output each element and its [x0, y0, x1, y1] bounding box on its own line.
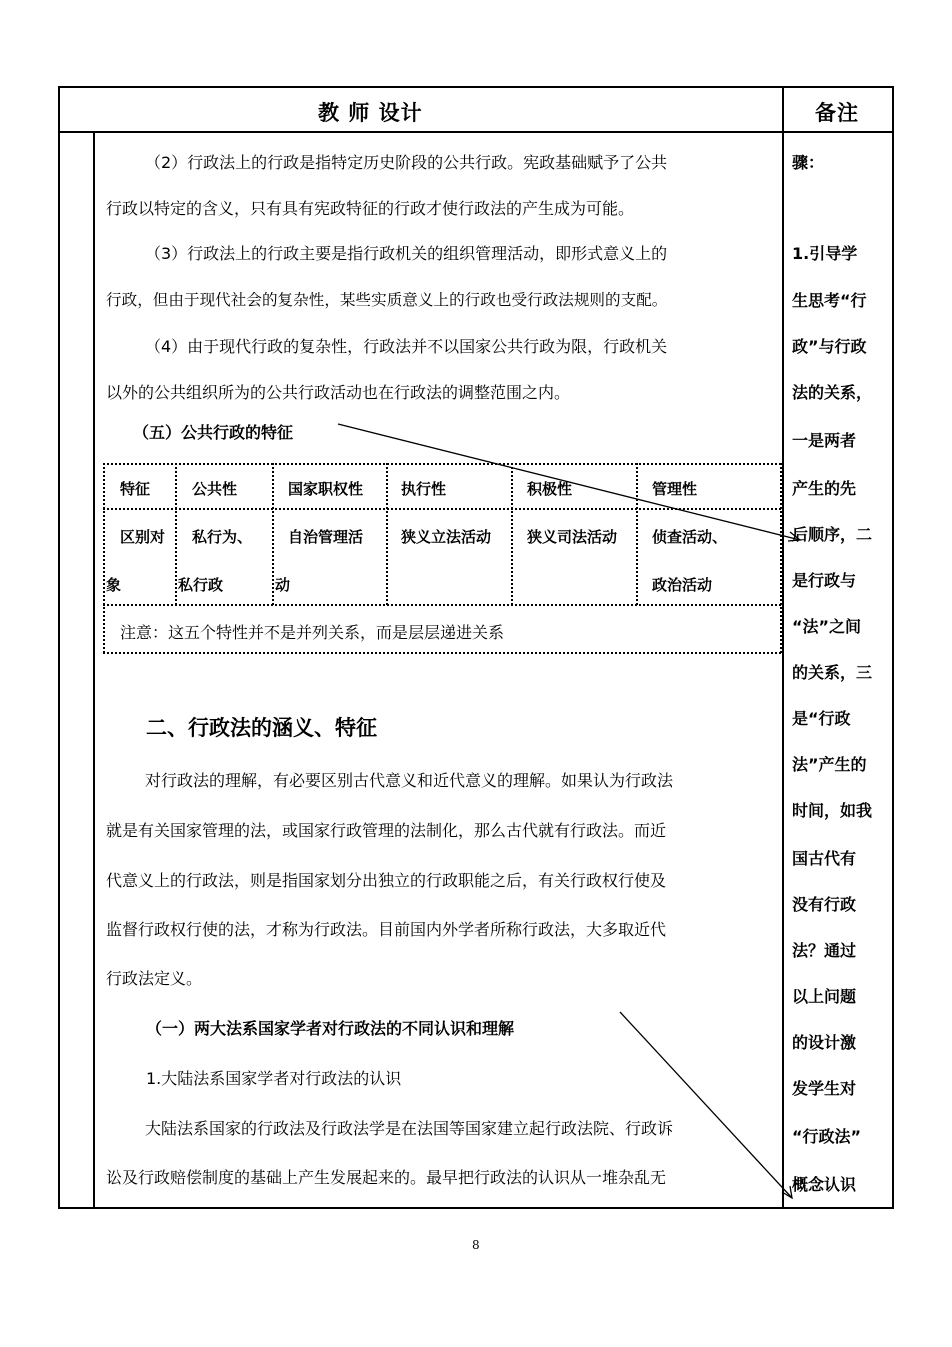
paragraph-3-line-1: （3）行政法上的行政主要是指行政机关的组织管理活动，即形式意义上的 [145, 244, 668, 263]
remark-line-12: 是“行政 [792, 709, 851, 728]
remark-line-16: 没有行政 [792, 895, 857, 914]
section-heading-admin-law: 二、行政法的涵义、特征 [146, 716, 377, 740]
remarks-header: 备注 [815, 101, 859, 125]
subheading-public-admin-features: （五）公共行政的特征 [133, 423, 294, 442]
paragraph-5-line-1: 对行政法的理解，有必要区别古代意义和近代意义的理解。如果认为行政法 [145, 771, 674, 790]
paragraph-5-line-2: 就是有关国家管理的法，或国家行政管理的法制化，那么古代就有行政法。而近 [106, 821, 667, 840]
table-cell-private-line2: 私行政 [178, 576, 224, 594]
table-cell-executive: 执行性 [401, 480, 447, 498]
remark-line-20: 发学生对 [792, 1079, 857, 1098]
remark-line-22: 概念认识 [792, 1175, 857, 1194]
paragraph-5-line-4: 监督行政权行使的法，才称为行政法。目前国内外学者所称行政法，大多取近代 [106, 920, 667, 939]
annotation-arrow-2 [620, 1012, 792, 1198]
table-cell-investigation-line2: 政治活动 [652, 576, 713, 594]
table-cell-legislation: 狭义立法活动 [401, 528, 492, 546]
paragraph-3-line-2: 行政，但由于现代社会的复杂性，某些实质意义上的行政也受行政法规则的支配。 [106, 291, 668, 309]
subheading-two-legal-systems: （一）两大法系国家学者对行政法的不同认识和理解 [146, 1019, 515, 1038]
table-cell-autonomy-line1: 自治管理活 [288, 528, 364, 546]
table-cell-publicness: 公共性 [192, 480, 238, 498]
table-cell-feature: 特征 [120, 480, 151, 498]
table-cell-managerial: 管理性 [652, 480, 698, 498]
table-cell-proactive: 积极性 [527, 480, 573, 498]
remark-line-9: 是行政与 [792, 571, 857, 590]
teacher-design-header: 教 师 设计 [318, 101, 423, 125]
paragraph-5-line-5: 行政法定义。 [106, 969, 203, 988]
remark-line-13: 法”产生的 [792, 755, 867, 774]
annotation-arrow-1 [338, 424, 800, 540]
remark-line-4: 政”与行政 [792, 337, 867, 356]
annotation-arrow-1-head [788, 532, 800, 541]
remark-line-1: 骤： [792, 153, 825, 172]
remark-line-21: “行政法” [792, 1127, 862, 1146]
remark-line-15: 国古代有 [792, 849, 857, 868]
remark-line-14: 时间，如我 [792, 801, 873, 820]
table-cell-distinction-line1: 区别对 [120, 528, 166, 546]
remark-line-11: 的关系，三 [792, 663, 873, 682]
subheading-continental-law: 1.大陆法系国家学者对行政法的认识 [146, 1069, 402, 1088]
table-cell-judicial: 狭义司法活动 [527, 528, 618, 546]
paragraph-5-line-3: 代意义上的行政法，则是指国家划分出独立的行政职能之后，有关行政权行使及 [106, 871, 667, 890]
table-note: 注意：这五个特性并不是并列关系，而是层层递进关系 [120, 623, 505, 642]
paragraph-6-line-2: 讼及行政赔偿制度的基础上产生发展起来的。最早把行政法的认识从一堆杂乱无 [106, 1168, 667, 1187]
remark-line-19: 的设计激 [792, 1033, 857, 1052]
remark-line-3: 生思考“行 [792, 291, 867, 310]
remark-line-8: 后顺序，二 [792, 525, 873, 544]
remark-line-18: 以上问题 [792, 987, 857, 1006]
remark-line-5: 法的关系， [792, 383, 873, 402]
remark-line-10: “法”之间 [792, 617, 862, 636]
table-cell-autonomy-line2: 动 [275, 576, 291, 594]
paragraph-2-line-2: 行政以特定的含义，只有具有宪政特征的行政才使行政法的产生成为可能。 [106, 199, 635, 218]
remark-line-17: 法？通过 [792, 941, 857, 960]
table-cell-state-authority: 国家职权性 [288, 480, 364, 498]
table-cell-distinction-line2: 象 [106, 576, 122, 594]
remark-line-7: 产生的先 [792, 479, 857, 498]
paragraph-4-line-1: （4）由于现代行政的复杂性，行政法并不以国家公共行政为限，行政机关 [145, 337, 668, 356]
paragraph-6-line-1: 大陆法系国家的行政法及行政法学是在法国等国家建立起行政法院、行政诉 [145, 1119, 674, 1138]
remark-line-6: 一是两者 [792, 431, 857, 450]
paragraph-4-line-2: 以外的公共组织所为的公共行政活动也在行政法的调整范围之内。 [106, 383, 571, 402]
remark-line-2: 1.引导学 [792, 244, 858, 263]
table-cell-private-line1: 私行为、 [192, 528, 253, 546]
table-cell-investigation-line1: 侦查活动、 [652, 528, 728, 546]
page-number: 8 [472, 1238, 480, 1252]
paragraph-2-line-1: （2）行政法上的行政是指特定历史阶段的公共行政。宪政基础赋予了公共 [145, 153, 668, 172]
